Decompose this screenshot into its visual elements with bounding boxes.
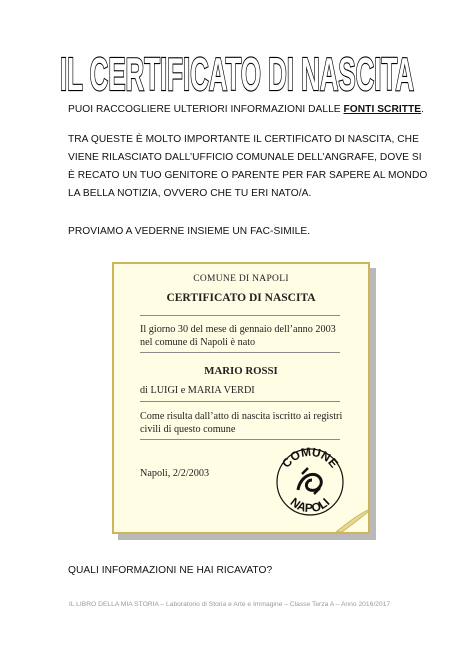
intro-suffix: . [421,104,425,115]
divider [140,439,340,440]
certificate-parents: di LUIGI e MARIA VERDI [140,385,255,396]
fonti-scritte-link[interactable]: FONTI SCRITTE [343,104,422,115]
certificate-register-line: Come risulta dall’atto di nascita iscritto ai registri [140,411,343,422]
svg-text:NAPOLI [288,495,333,515]
page-curl-icon [336,510,368,532]
divider [140,352,340,353]
divider [140,315,340,316]
certificate-birth-date-line: Il giorno 30 del mese di gennaio dell’anno 2003 [140,324,336,335]
certificate-register-line-2: civili di questo comune [140,424,236,435]
certificate-birth-place-line: nel comune di Napoli è nato [140,337,256,348]
question-text: QUALI INFORMAZIONI NE HAI RICAVATO? [68,565,273,576]
certificate-heading: CERTIFICATO DI NASCITA [166,292,316,304]
certificate-explanation: TRA QUESTE È MOLTO IMPORTANTE IL CERTIFICATO DI NASCITA, CHE VIENE RILASCIATO DALL’UFFICIO COMUNALE DELL’ANGRAFE, DOVE SI È RECATO UN TUO GENITORE O PARENTE PER FAR SAPERE AL MONDO LA BELLA NOTIZIA, OVVERO CHE TU ERI NATO/A. [68,134,428,199]
page-title [0,38,474,100]
certificate-paper [112,262,370,534]
divider [140,401,340,402]
facsimile-intro: PROVIAMO A VEDERNE INSIEME UN FAC-SIMILE. [68,226,311,237]
certificate-child-name: MARIO ROSSI [204,365,278,377]
page-title-text: IL CERTIFICATO DI NASCITA [60,48,414,100]
certificate-place-date: Napoli, 2/2/2003 [140,468,210,479]
footer-text: IL LIBRO DELLA MIA STORIA – Laboratorio di Storia e Arte e Immagine – Classe Terza A – Anno 2016/2017 [69,601,391,608]
certificate-image [112,262,384,548]
intro-prefix: PUOI RACCOGLIERE ULTERIORI INFORMAZIONI DALLE [68,104,344,115]
intro-paragraph [68,101,428,119]
stamp-icon [274,446,346,518]
stamp-top-text: COMUNE [278,446,342,471]
stamp-bottom-text: NAPOLI [287,494,333,516]
svg-text:COMUNE [279,446,341,470]
certificate-comune: COMUNE DI NAPOLI [193,274,289,284]
